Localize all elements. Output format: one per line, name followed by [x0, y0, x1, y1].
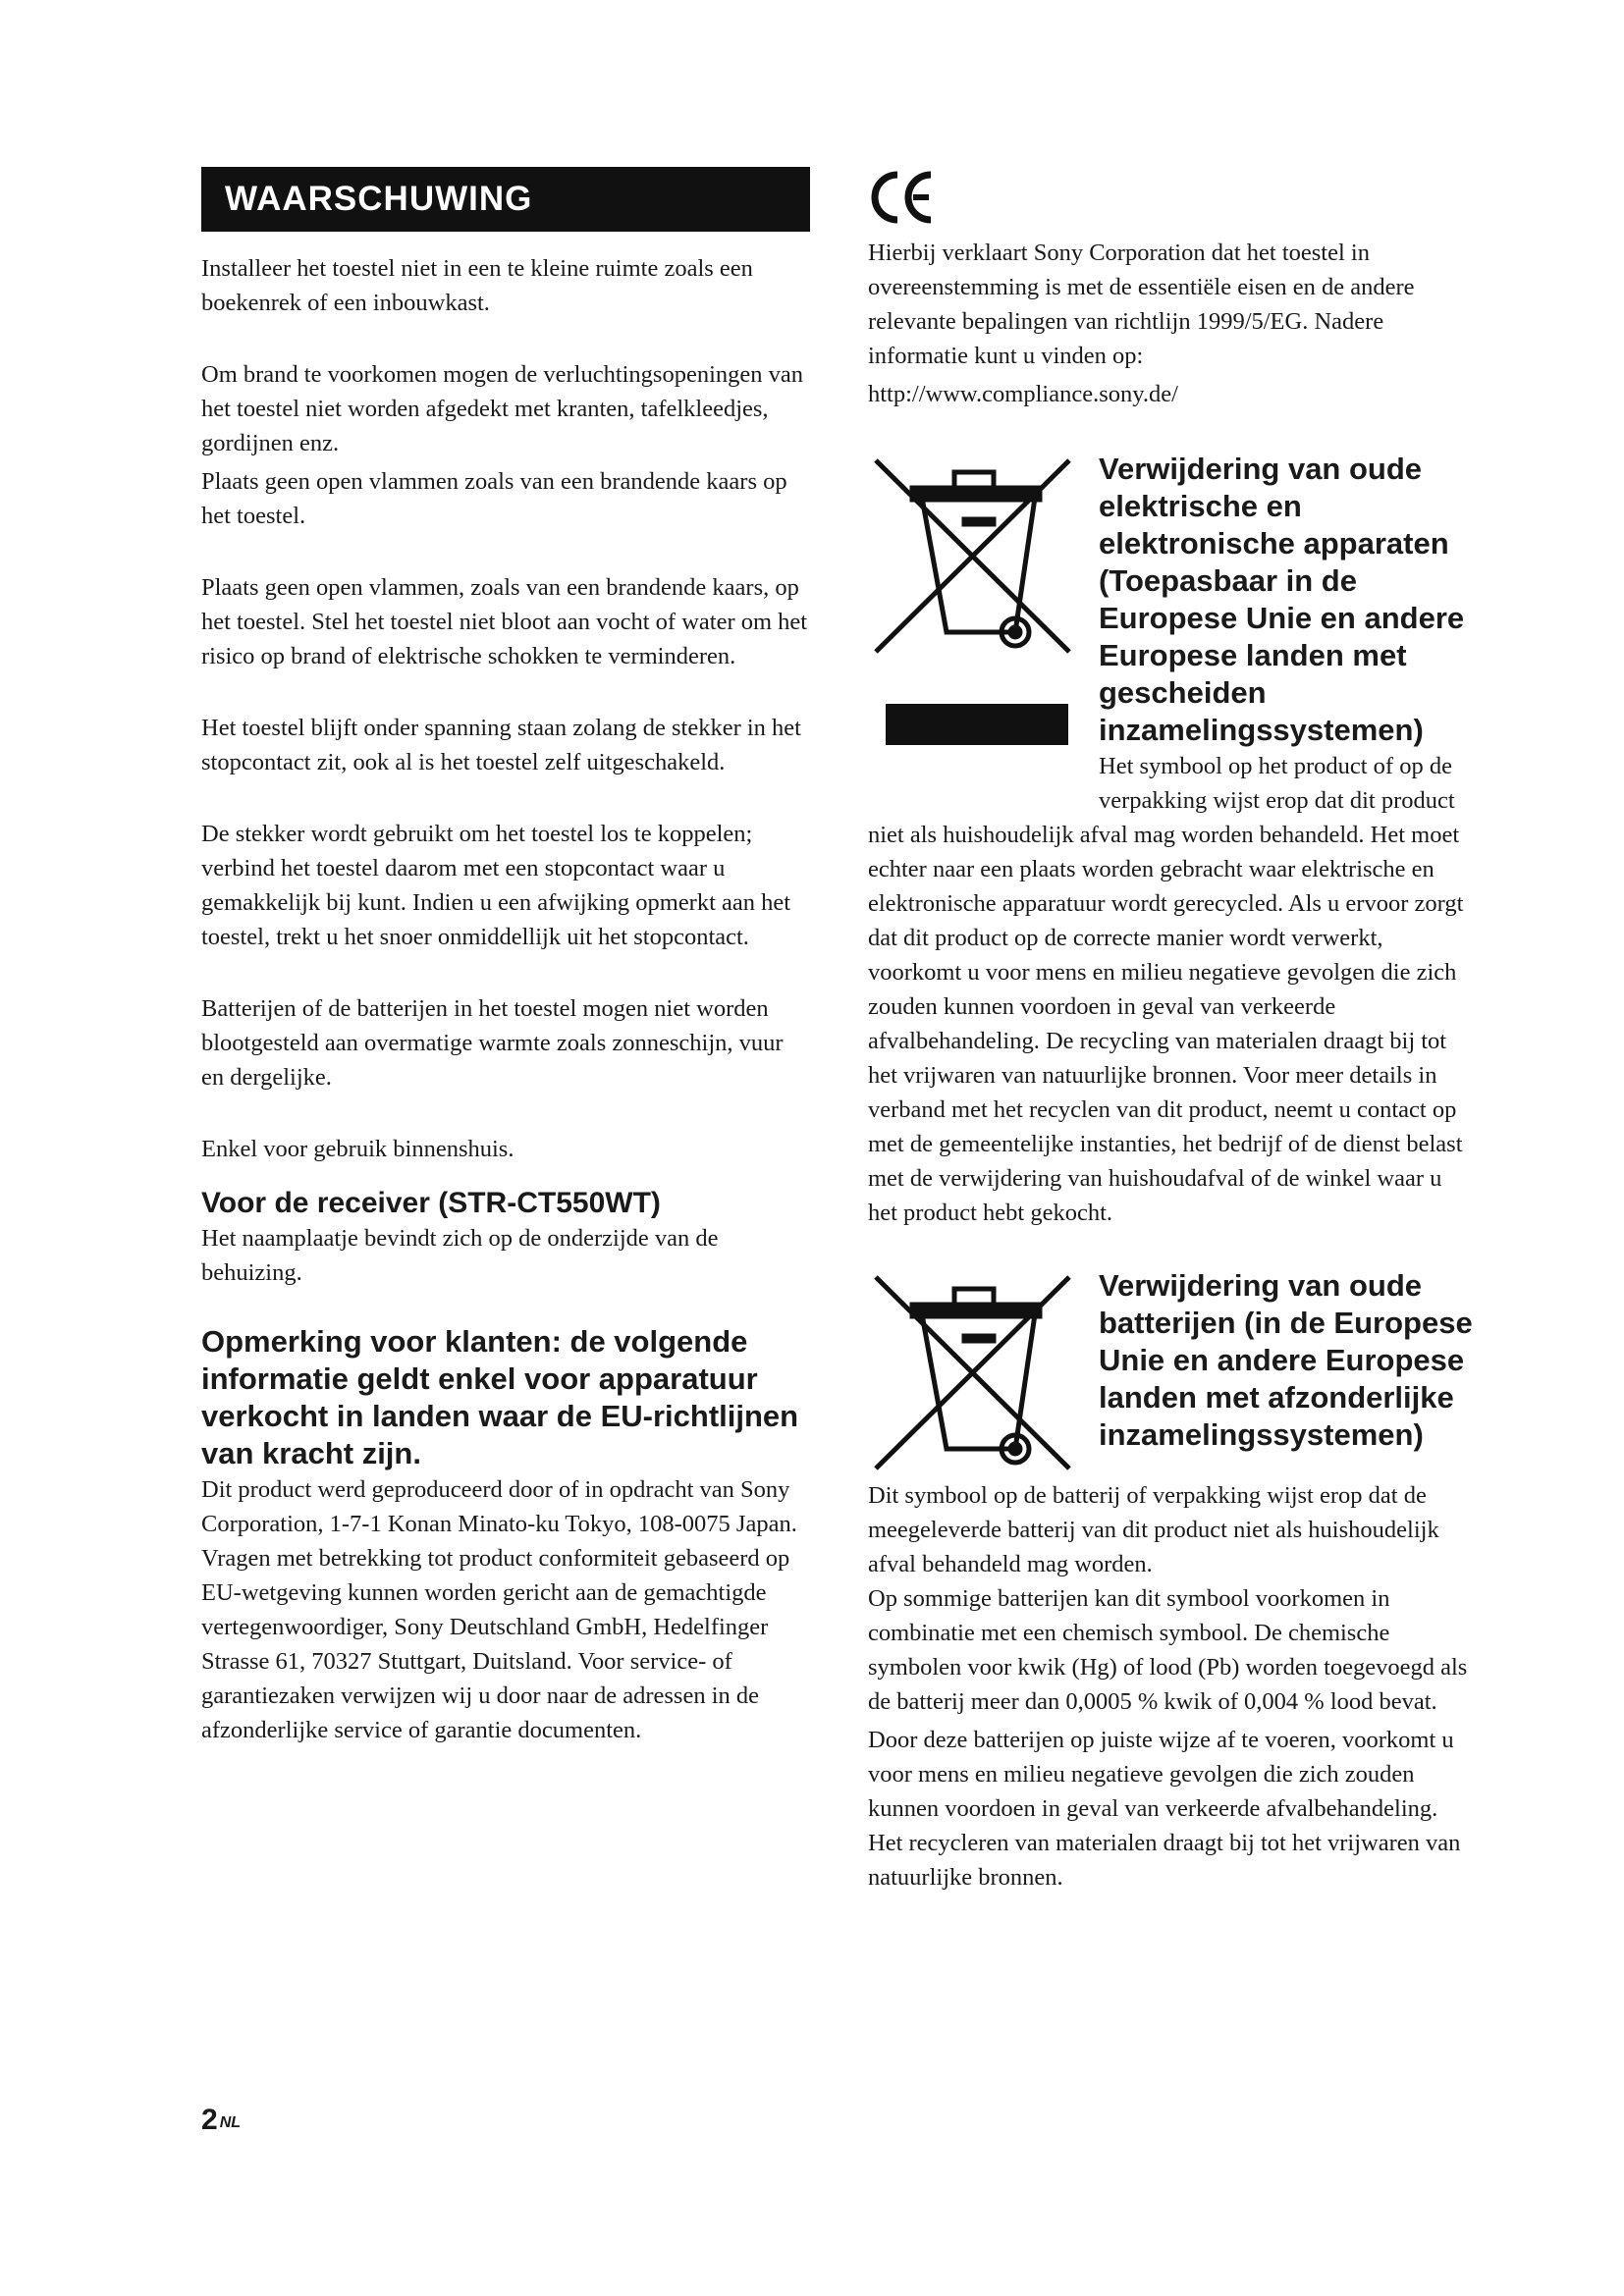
ce-mark-icon [868, 167, 1477, 236]
crossed-out-wheeled-bin-icon [868, 451, 1099, 784]
battery-section [868, 1267, 1477, 1895]
paragraph-open-flames: Plaats geen open vlammen zoals van een brandende kaars op het toestel. [201, 468, 787, 529]
paragraph-plug: De stekker wordt gebruikt om het toestel los te koppelen; verbind het toestel daarom met een stopcontact waar u gemakkelijk bij kunt. Indien u een afwijking opmerkt aan het toestel, trekt u het snoer onmiddellijk uit het stopcontact. [201, 821, 791, 950]
paragraph-installation: Installeer het toestel niet in een te kleine ruimte zoals een boekenrek of een inbouwkast. [201, 255, 753, 316]
battery-heading: Verwijdering van oude batterijen (in de Europese Unie en andere Europese landen met afzonderlijke inzamelingssystemen) [1099, 1268, 1473, 1452]
paragraph-moisture: Plaats geen open vlammen, zoals van een brandende kaars, op het toestel. Stel het toestel niet bloot aan vocht of water om het risico op brand of elektrische schokken te verminderen. [201, 574, 808, 669]
weee-bin-svg [868, 451, 1084, 745]
weee-section [868, 451, 1477, 1230]
ce-mark-svg [868, 167, 937, 228]
battery-bin-svg [868, 1267, 1084, 1473]
receiver-heading: Voor de receiver (STR-CT550WT) [201, 1187, 661, 1219]
left-column [201, 167, 810, 1747]
notice-text: Dit product werd geproduceerd door of in opdracht van Sony Corporation, 1-7-1 Konan Minato-ku Tokyo, 108-0075 Japan. Vragen met betrekking tot product conformiteit gebaseerd op EU-wetgeving kunnen worden gericht aan de gemachtigde vertegenwoordiger, Sony Deutschland GmbH, Hedelfinger Strasse 61, 70327 Stuttgart, Duitsland. Voor service- of garantiezaken verwijzen wij u door naar de adressen in de afzonderlijke service of garantie documenten. [201, 1476, 797, 1743]
paragraph-ventilation: Om brand te voorkomen mogen de verluchtingsopeningen van het toestel niet worden afgedekt met kranten, tafelkleedjes, gordijnen enz. [201, 361, 804, 456]
battery-text-2: Op sommige batterijen kan dit symbool voorkomen in combinatie met een chemisch symbool. De chemische symbolen voor kwik (Hg) of lood (Pb) worden toegevoegd als de batterij meer dan 0,0005 % kwik of 0,004 % lood bevat. [868, 1585, 1468, 1715]
paragraph-indoor: Enkel voor gebruik binnenshuis. [201, 1136, 514, 1162]
warning-banner [201, 167, 810, 232]
weee-heading: Verwijdering van oude elektrische en elektronische apparaten (Toepasbaar in de Europese Unie en andere Europese landen met gescheiden inzamelingssystemen) [1099, 452, 1465, 747]
paragraph-power: Het toestel blijft onder spanning staan zolang de stekker in het stopcontact zit, ook al is het toestel zelf uitgeschakeld. [201, 715, 801, 775]
crossed-out-battery-bin-icon [868, 1267, 1099, 1478]
ce-declaration-text: Hierbij verklaart Sony Corporation dat het toestel in overeenstemming is met de essentiële eisen en de andere relevante bepalingen van richtlijn 1999/5/EG. Nadere informatie kunt u vinden op: [868, 240, 1415, 369]
page-number-value: 2 [201, 2104, 218, 2136]
right-column [868, 167, 1477, 1895]
notice-heading: Opmerking voor klanten: de volgende informatie geldt enkel voor apparatuur verkocht in landen waar de EU-richtlijnen van kracht zijn. [201, 1324, 799, 1470]
paragraph-batteries-heat: Batterijen of de batterijen in het toestel mogen niet worden blootgesteld aan overmatige warmte zoals zonneschijn, vuur en dergelijke. [201, 995, 784, 1091]
receiver-text: Het naamplaatje bevindt zich op de onderzijde van de behuizing. [201, 1225, 719, 1286]
page-number [201, 2104, 241, 2137]
weee-text: Het symbool op het product of op de verpakking wijst erop dat dit product niet als huishoudelijk afval mag worden behandeld. Het moet echter naar een plaats worden gebracht waar elektrische en elektronische apparatuur wordt gerecycled. Als u ervoor zorgt dat dit product op de correcte manier wordt verwerkt, voorkomt u voor mens en milieu negatieve gevolgen die zich zouden kunnen voordoen in geval van verkeerde afvalbehandeling. De recycling van materialen draagt bij tot het vrijwaren van natuurlijke bronnen. Voor meer details in verband met het recyclen van dit product, neemt u contact op met de gemeentelijke instanties, het bedrijf of de dienst belast met de verwijdering van huishoudafval of de winkel waar u het product hebt gekocht. [868, 753, 1464, 1226]
warning-title: WAARSCHUWING [225, 180, 533, 218]
battery-text-3: Door deze batterijen op juiste wijze af te voeren, voorkomt u voor mens en milieu negatieve gevolgen die zich zouden kunnen voordoen in geval van verkeerde afvalbehandeling. Het recycleren van materialen draagt bij tot het vrijwaren van natuurlijke bronnen. [868, 1727, 1461, 1891]
battery-text-1: Dit symbool op de batterij of verpakking wijst erop dat de meegeleverde batterij van dit product niet als huishoudelijk afval behandeld mag worden. [868, 1482, 1439, 1577]
page-language-suffix: NL [219, 2114, 242, 2131]
ce-url-link[interactable]: http://www.compliance.sony.de/ [868, 381, 1178, 407]
